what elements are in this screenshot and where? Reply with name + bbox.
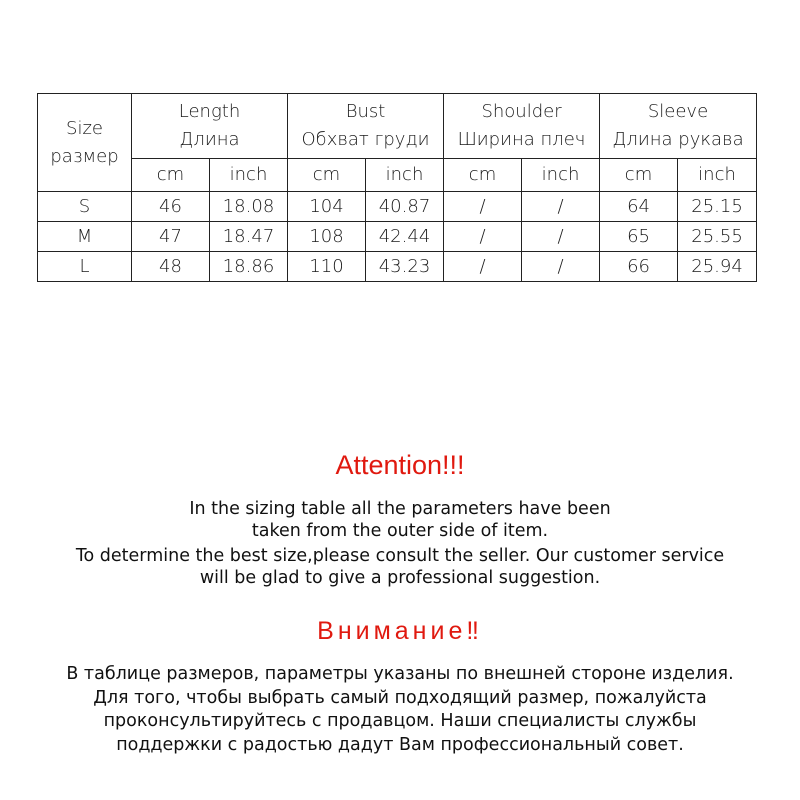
table-header-row (38, 94, 757, 159)
unit-cell: inch (522, 159, 600, 192)
consult-notice-paragraph-en (0, 545, 800, 589)
shoulder-header-ru: Ширина плеч (457, 129, 586, 150)
length-header-ru: Длина (179, 129, 240, 150)
size-label-cell: M (38, 222, 132, 252)
table-cell: / (522, 222, 600, 252)
bust-header-ru: Обхват груди (301, 129, 430, 150)
notice-line: В таблице размеров, параметры указаны по внешней стороне изделия. (66, 664, 734, 684)
attention-heading-ru: Внимание‼ (317, 617, 483, 645)
table-cell: 43.23 (366, 252, 444, 282)
notice-line: проконсультируйтесь с продавцом. Наши специалисты службы (103, 711, 697, 731)
table-cell: 110 (288, 252, 366, 282)
unit-cell: inch (678, 159, 757, 192)
table-cell: 64 (600, 192, 678, 222)
size-label-cell: S (38, 192, 132, 222)
notice-line: Для того, чтобы выбрать самый подходящий размер, пожалуйста (93, 687, 707, 708)
notice-paragraph-ru (0, 663, 800, 757)
shoulder-header-en: Shoulder (481, 101, 562, 122)
table-row (38, 222, 757, 252)
unit-cell: cm (444, 159, 522, 192)
unit-cell: inch (366, 159, 444, 192)
size-chart-table (37, 93, 757, 282)
table-cell: 18.47 (210, 222, 288, 252)
table-cell: / (522, 252, 600, 282)
table-cell: 40.87 (366, 192, 444, 222)
table-cell: 108 (288, 222, 366, 252)
length-group-header (132, 94, 288, 159)
sleeve-header-en: Sleeve (647, 101, 709, 122)
unit-cell: cm (132, 159, 210, 192)
table-row (38, 252, 757, 282)
shoulder-group-header (444, 94, 600, 159)
notice-line: To determine the best size,please consult the seller. Our customer service (75, 546, 725, 566)
notice-line: In the sizing table all the parameters have been (189, 499, 611, 519)
table-cell: 25.55 (678, 222, 757, 252)
table-cell: 48 (132, 252, 210, 282)
table-row (38, 192, 757, 222)
sizing-notice-paragraph-en (0, 498, 800, 542)
table-cell: / (444, 252, 522, 282)
unit-cell: cm (288, 159, 366, 192)
bust-header-en: Bust (345, 101, 386, 122)
sleeve-header-ru: Длина рукава (612, 129, 744, 150)
table-cell: 104 (288, 192, 366, 222)
size-header-en: Size (66, 117, 103, 139)
table-cell: / (444, 222, 522, 252)
notice-line: поддержки с радостью дадут Вам профессиональный совет. (116, 734, 684, 755)
bust-group-header (288, 94, 444, 159)
unit-cell: cm (600, 159, 678, 192)
notice-line: taken from the outer side of item. (251, 521, 549, 541)
size-header-ru: размер (50, 145, 119, 167)
attention-heading-en: Attention!!! (335, 450, 465, 480)
unit-header-row (38, 159, 757, 192)
table-cell: 66 (600, 252, 678, 282)
table-cell: 18.86 (210, 252, 288, 282)
table-cell: 46 (132, 192, 210, 222)
table-cell: 25.15 (678, 192, 757, 222)
size-column-header (38, 94, 132, 192)
notice-line: will be glad to give a professional suggestion. (199, 568, 601, 588)
length-header-en: Length (178, 101, 241, 122)
size-label-cell: L (38, 252, 132, 282)
table-cell: 25.94 (678, 252, 757, 282)
unit-cell: inch (210, 159, 288, 192)
table-cell: 65 (600, 222, 678, 252)
table-cell: 18.08 (210, 192, 288, 222)
table-cell: 42.44 (366, 222, 444, 252)
table-cell: / (444, 192, 522, 222)
table-cell: / (522, 192, 600, 222)
table-cell: 47 (132, 222, 210, 252)
sleeve-group-header (600, 94, 757, 159)
